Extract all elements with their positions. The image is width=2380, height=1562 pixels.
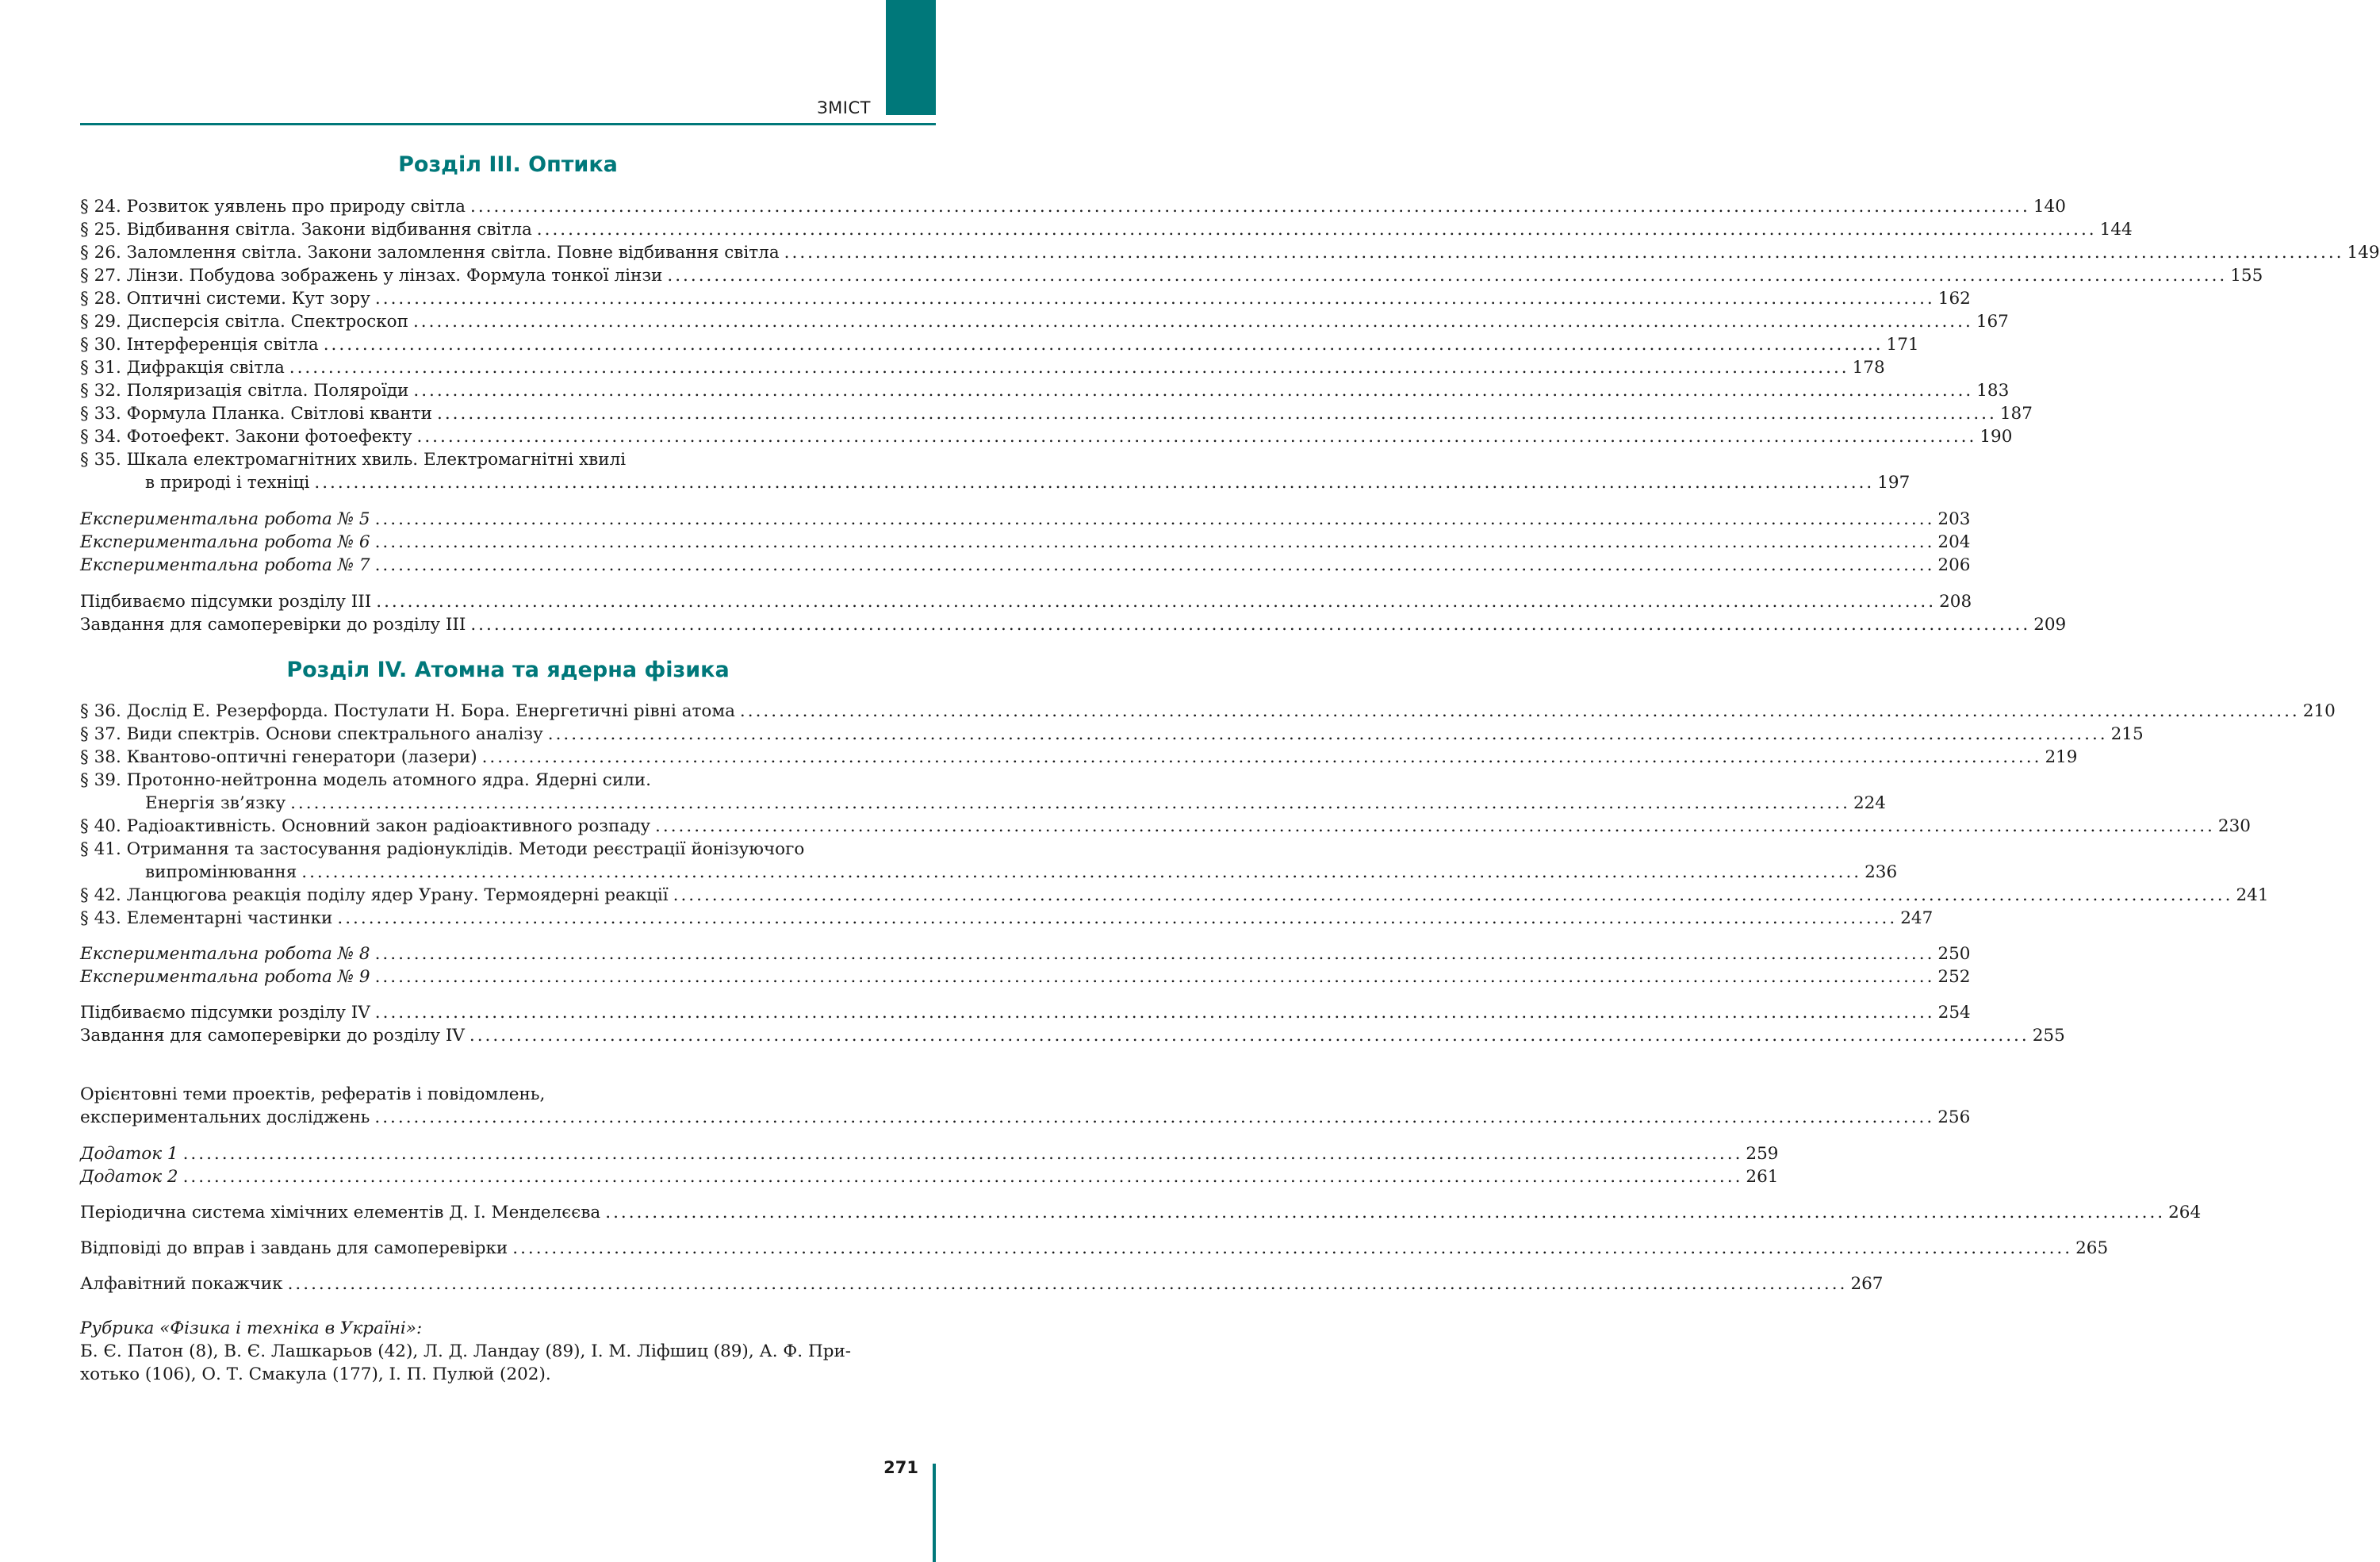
- toc-entry-page: 204: [1937, 532, 1971, 552]
- toc-entry-page: 254: [1937, 1003, 1971, 1023]
- toc-entry-page: 190: [1980, 427, 2013, 447]
- toc-entry[interactable]: [80, 241, 2380, 264]
- toc-entry-page: 247: [1900, 908, 1934, 928]
- leader-dots: ........................................................................................................................................................................................................: [667, 266, 2228, 286]
- toc-entry-text: Експериментальна робота № 9: [80, 967, 370, 987]
- leader-dots: ........................................................................................................................................................................................................: [547, 724, 2108, 744]
- toc-entry[interactable]: [80, 402, 2033, 425]
- toc-entry[interactable]: [80, 471, 1911, 494]
- rubric-names-line: хотько (106), О. Т. Смакула (177), І. П. Пулюй (202).: [80, 1364, 551, 1384]
- toc-entry-text: в природі і техніці: [145, 473, 310, 493]
- toc-entry-page: 224: [1853, 793, 1886, 813]
- toc-entry[interactable]: [80, 884, 2269, 907]
- toc-entry-text: Відповіді до вправ і завдань для самоперевірки: [80, 1238, 508, 1258]
- toc-entry-page: 178: [1852, 358, 1885, 378]
- leader-dots: ........................................................................................................................................................................................................: [374, 555, 1935, 575]
- toc-entry[interactable]: [80, 218, 2133, 241]
- leader-dots: ........................................................................................................................................................................................................: [290, 793, 1850, 813]
- leader-dots: ........................................................................................................................................................................................................: [374, 967, 1935, 987]
- toc-entry-page: 197: [1877, 473, 1911, 493]
- toc-entry-text: § 30. Інтерференція світла: [80, 335, 319, 355]
- leader-dots: ........................................................................................................................................................................................................: [655, 816, 2215, 836]
- toc-entry-text: § 40. Радіоактивність. Основний закон радіоактивного розпаду: [80, 816, 651, 836]
- toc-entry-experiment[interactable]: [80, 554, 1971, 577]
- toc-entry-experiment[interactable]: [80, 965, 1971, 988]
- toc-entry-page: 206: [1937, 555, 1971, 575]
- leader-dots: ........................................................................................................................................................................................................: [536, 220, 2097, 240]
- running-header: ЗМІСТ: [817, 98, 871, 117]
- toc-entry-text: Експериментальна робота № 5: [80, 509, 370, 529]
- leader-dots: ........................................................................................................................................................................................................: [605, 1203, 2166, 1222]
- section-title-3: Розділ III. Оптика: [398, 152, 618, 177]
- leader-dots: ........................................................................................................................................................................................................: [470, 615, 2031, 635]
- toc-entry-text: Підбиваємо підсумки розділу IV: [80, 1003, 370, 1023]
- toc-entry[interactable]: [80, 723, 2144, 746]
- toc-entry-page: 230: [2217, 816, 2251, 836]
- toc-entry-first-line[interactable]: § 41. Отримання та застосування радіонуклідів. Методи реєстрації йонізуючого: [80, 839, 805, 859]
- toc-entry-page: 155: [2230, 266, 2263, 286]
- toc-entry[interactable]: [80, 613, 2067, 636]
- toc-entry-text: § 42. Ланцюгова реакція поділу ядер Урану. Термоядерні реакції: [80, 885, 669, 905]
- toc-entry-text: випромінювання: [145, 862, 297, 882]
- toc-entry[interactable]: [80, 425, 2013, 448]
- leader-dots: ........................................................................................................................................................................................................: [287, 1274, 1848, 1294]
- toc-entry-text: Експериментальна робота № 6: [80, 532, 370, 552]
- toc-entry-page: 255: [2032, 1026, 2065, 1046]
- toc-entry-appendix[interactable]: [80, 1142, 1779, 1165]
- toc-entry-text: Завдання для самоперевірки до розділу III: [80, 615, 466, 635]
- toc-entry[interactable]: [80, 1024, 2065, 1047]
- toc-entry-text: § 32. Поляризація світла. Поляроїди: [80, 381, 409, 401]
- leader-dots: ........................................................................................................................................................................................................: [436, 404, 1997, 424]
- toc-entry-page: 250: [1937, 944, 1971, 964]
- leader-dots: ........................................................................................................................................................................................................: [469, 197, 2030, 217]
- toc-entry-experiment[interactable]: [80, 531, 1971, 554]
- leader-dots: ........................................................................................................................................................................................................: [412, 312, 1973, 332]
- toc-entry-experiment[interactable]: [80, 942, 1971, 965]
- leader-dots: ........................................................................................................................................................................................................: [314, 473, 1875, 493]
- toc-entry[interactable]: [80, 746, 2078, 769]
- toc-entry[interactable]: [80, 379, 2010, 402]
- toc-entry-text: § 26. Заломлення світла. Закони заломлення світла. Повне відбивання світла: [80, 243, 780, 263]
- leader-dots: ........................................................................................................................................................................................................: [301, 862, 1862, 882]
- toc-entry[interactable]: [80, 310, 2009, 333]
- toc-entry-text: Енергія зв’язку: [145, 793, 286, 813]
- leader-dots: ........................................................................................................................................................................................................: [182, 1144, 1743, 1164]
- toc-entry-text: Завдання для самоперевірки до розділу IV: [80, 1026, 465, 1046]
- toc-entry-page: 210: [2302, 701, 2336, 721]
- toc-entry-page: 241: [2236, 885, 2269, 905]
- toc-entry-text: § 25. Відбивання світла. Закони відбивання світла: [80, 220, 532, 240]
- page-number: 271: [883, 1458, 918, 1477]
- toc-entry-page: 144: [2099, 220, 2133, 240]
- toc-entry-text: Експериментальна робота № 8: [80, 944, 370, 964]
- toc-entry-first-line[interactable]: § 35. Шкала електромагнітних хвиль. Електромагнітні хвилі: [80, 450, 627, 470]
- toc-entry[interactable]: [80, 861, 1898, 884]
- rubric-names-line: Б. Є. Патон (8), В. Є. Лашкарьов (42), Л. Д. Ландау (89), І. М. Ліфшиц (89), А. Ф. При-: [80, 1341, 852, 1361]
- toc-entry-text: Алфавітний покажчик: [80, 1274, 283, 1294]
- toc-entry-text: Періодична система хімічних елементів Д. І. Менделєєва: [80, 1203, 601, 1222]
- toc-entry-text: § 31. Дифракція світла: [80, 358, 285, 378]
- toc-entry-text: § 27. Лінзи. Побудова зображень у лінзах. Формула тонкої лінзи: [80, 266, 663, 286]
- toc-entry[interactable]: [80, 792, 1886, 815]
- toc-entry[interactable]: [80, 590, 1972, 613]
- toc-entry-page: 259: [1746, 1144, 1779, 1164]
- leader-dots: ........................................................................................................................................................................................................: [323, 335, 1884, 355]
- toc-entry[interactable]: [80, 907, 1934, 930]
- toc-entry[interactable]: [80, 264, 2263, 287]
- toc-entry[interactable]: [80, 356, 1885, 379]
- leader-dots: ........................................................................................................................................................................................................: [739, 701, 2300, 721]
- leader-dots: ........................................................................................................................................................................................................: [337, 908, 1898, 928]
- toc-entry-page: 215: [2110, 724, 2144, 744]
- toc-entry-page: 203: [1937, 509, 1971, 529]
- leader-dots: ........................................................................................................................................................................................................: [374, 532, 1935, 552]
- leader-dots: ........................................................................................................................................................................................................: [673, 885, 2233, 905]
- toc-entry-first-line[interactable]: Орієнтовні теми проектів, рефератів і повідомлень,: [80, 1084, 546, 1104]
- page-number-bar: [933, 1464, 936, 1562]
- toc-entry[interactable]: [80, 700, 2336, 723]
- toc-entry-text: § 29. Дисперсія світла. Спектроскоп: [80, 312, 408, 332]
- leader-dots: ........................................................................................................................................................................................................: [416, 427, 1977, 447]
- toc-entry-page: 167: [1976, 312, 2009, 332]
- header-accent-tab: [886, 0, 936, 115]
- rubric-title: Рубрика «Фізика і техніка в Україні»:: [80, 1318, 423, 1338]
- toc-entry-text: § 33. Формула Планка. Світлові кванти: [80, 404, 432, 424]
- toc-entry[interactable]: [80, 1106, 1971, 1129]
- leader-dots: ........................................................................................................................................................................................................: [374, 1003, 1935, 1023]
- toc-entry[interactable]: [80, 287, 1971, 310]
- toc-entry-page: 261: [1746, 1167, 1779, 1187]
- toc-entry-text: Додаток 2: [80, 1167, 178, 1187]
- toc-entry-text: § 43. Елементарні частинки: [80, 908, 333, 928]
- toc-entry-text: Додаток 1: [80, 1144, 178, 1164]
- leader-dots: ........................................................................................................................................................................................................: [784, 243, 2344, 263]
- toc-entry-text: § 28. Оптичні системи. Кут зору: [80, 289, 370, 309]
- toc-entry-text: § 34. Фотоефект. Закони фотоефекту: [80, 427, 412, 447]
- leader-dots: ........................................................................................................................................................................................................: [182, 1167, 1743, 1187]
- toc-entry[interactable]: [80, 1272, 1884, 1295]
- toc-entry-text: § 37. Види спектрів. Основи спектрального аналізу: [80, 724, 543, 744]
- section-title-4: Розділ IV. Атомна та ядерна фізика: [286, 658, 730, 682]
- toc-entry-page: 208: [1939, 592, 1972, 612]
- toc-entry-page: 149: [2347, 243, 2380, 263]
- toc-entry-page: 265: [2075, 1238, 2109, 1258]
- leader-dots: ........................................................................................................................................................................................................: [374, 289, 1935, 309]
- toc-entry-page: 252: [1937, 967, 1971, 987]
- toc-entry[interactable]: [80, 333, 1919, 356]
- toc-entry-text: § 38. Квантово-оптичні генератори (лазери): [80, 747, 477, 767]
- toc-entry-text: Підбиваємо підсумки розділу III: [80, 592, 372, 612]
- toc-entry[interactable]: [80, 1201, 2202, 1224]
- toc-entry-page: 183: [1976, 381, 2010, 401]
- leader-dots: ........................................................................................................................................................................................................: [413, 381, 1974, 401]
- toc-entry-page: 187: [1999, 404, 2033, 424]
- toc-entry-page: 162: [1937, 289, 1971, 309]
- toc-entry-experiment[interactable]: [80, 508, 1971, 531]
- leader-dots: ........................................................................................................................................................................................................: [469, 1026, 2029, 1046]
- toc-entry[interactable]: [80, 195, 2066, 218]
- leader-dots: ........................................................................................................................................................................................................: [376, 592, 1937, 612]
- toc-entry-text: § 36. Дослід Е. Резерфорда. Постулати Н. Бора. Енергетичні рівні атома: [80, 701, 735, 721]
- toc-entry[interactable]: [80, 1001, 1971, 1024]
- toc-entry-page: 209: [2033, 615, 2067, 635]
- leader-dots: ........................................................................................................................................................................................................: [512, 1238, 2073, 1258]
- leader-dots: ........................................................................................................................................................................................................: [374, 509, 1935, 529]
- leader-dots: ........................................................................................................................................................................................................: [374, 944, 1935, 964]
- toc-entry-page: 219: [2045, 747, 2078, 767]
- toc-entry-appendix[interactable]: [80, 1165, 1779, 1188]
- toc-entry-page: 267: [1850, 1274, 1884, 1294]
- toc-entry-page: 256: [1937, 1107, 1971, 1127]
- leader-dots: ........................................................................................................................................................................................................: [374, 1107, 1935, 1127]
- leader-dots: ........................................................................................................................................................................................................: [289, 358, 1849, 378]
- toc-entry[interactable]: [80, 1237, 2109, 1260]
- toc-entry-page: 264: [2168, 1203, 2202, 1222]
- header-divider: [80, 123, 936, 125]
- toc-entry-text: експериментальних досліджень: [80, 1107, 370, 1127]
- toc-entry-page: 140: [2033, 197, 2066, 217]
- toc-entry-page: 236: [1865, 862, 1898, 882]
- leader-dots: ........................................................................................................................................................................................................: [481, 747, 2042, 767]
- toc-entry-text: § 24. Розвиток уявлень про природу світла: [80, 197, 466, 217]
- toc-entry-text: Експериментальна робота № 7: [80, 555, 370, 575]
- toc-entry-first-line[interactable]: § 39. Протонно-нейтронна модель атомного ядра. Ядерні сили.: [80, 770, 651, 790]
- toc-entry-page: 171: [1886, 335, 1919, 355]
- toc-entry[interactable]: [80, 815, 2251, 838]
